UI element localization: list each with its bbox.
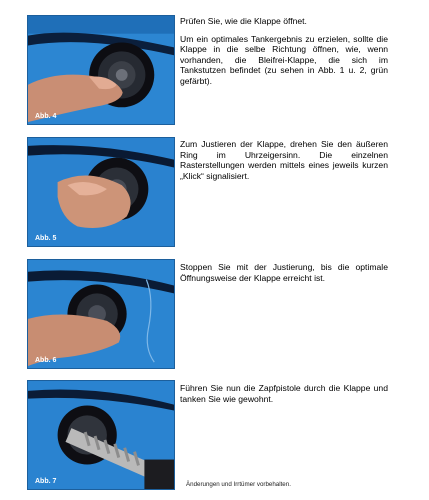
- paragraph: Zum Justieren der Klappe, drehen Sie den äußeren Ring im Uhrzeigersinn. Die einzelnen Rasterstellungen werden mittels eines jeweils kurzen „Klick“ signalisiert.: [180, 139, 388, 181]
- paragraph: Führen Sie nun die Zapfpistole durch die Klappe und tanken Sie wie gewohnt.: [180, 383, 388, 404]
- figure-caption: Abb. 6: [35, 357, 57, 364]
- footnote: Änderungen und Irrtümer vorbehalten.: [186, 481, 291, 488]
- section-text-2: [180, 139, 388, 188]
- fuel-nozzle-image: [28, 381, 174, 489]
- fuel-filler-image: [28, 138, 174, 246]
- photo-abb-6: [27, 259, 175, 369]
- figure-caption: Abb. 4: [35, 113, 57, 120]
- photo-abb-5: [27, 137, 175, 247]
- section-text-1: [180, 16, 388, 94]
- figure-caption: Abb. 7: [35, 478, 57, 485]
- fuel-filler-image: [28, 16, 174, 124]
- photo-abb-7: [27, 380, 175, 490]
- paragraph: Um ein optimales Tankergebnis zu erzielen, sollte die Klappe in die selbe Richtung öffnen, wie, wenn vorhanden, die Bleifrei-Klappe, die sich im Tankstutzen befindet (zu sehen in Abb. 1 u. 2, grün gefärbt).: [180, 33, 388, 86]
- paragraph: Prüfen Sie, wie die Klappe öffnet.: [180, 16, 307, 26]
- fuel-filler-image: [28, 260, 174, 368]
- photo-abb-4: [27, 15, 175, 125]
- figure-caption: Abb. 5: [35, 235, 57, 242]
- paragraph: Stoppen Sie mit der Justierung, bis die optimale Öffnungsweise der Klappe erreicht ist.: [180, 262, 388, 283]
- section-text-3: [180, 262, 388, 290]
- section-text-4: [180, 383, 388, 411]
